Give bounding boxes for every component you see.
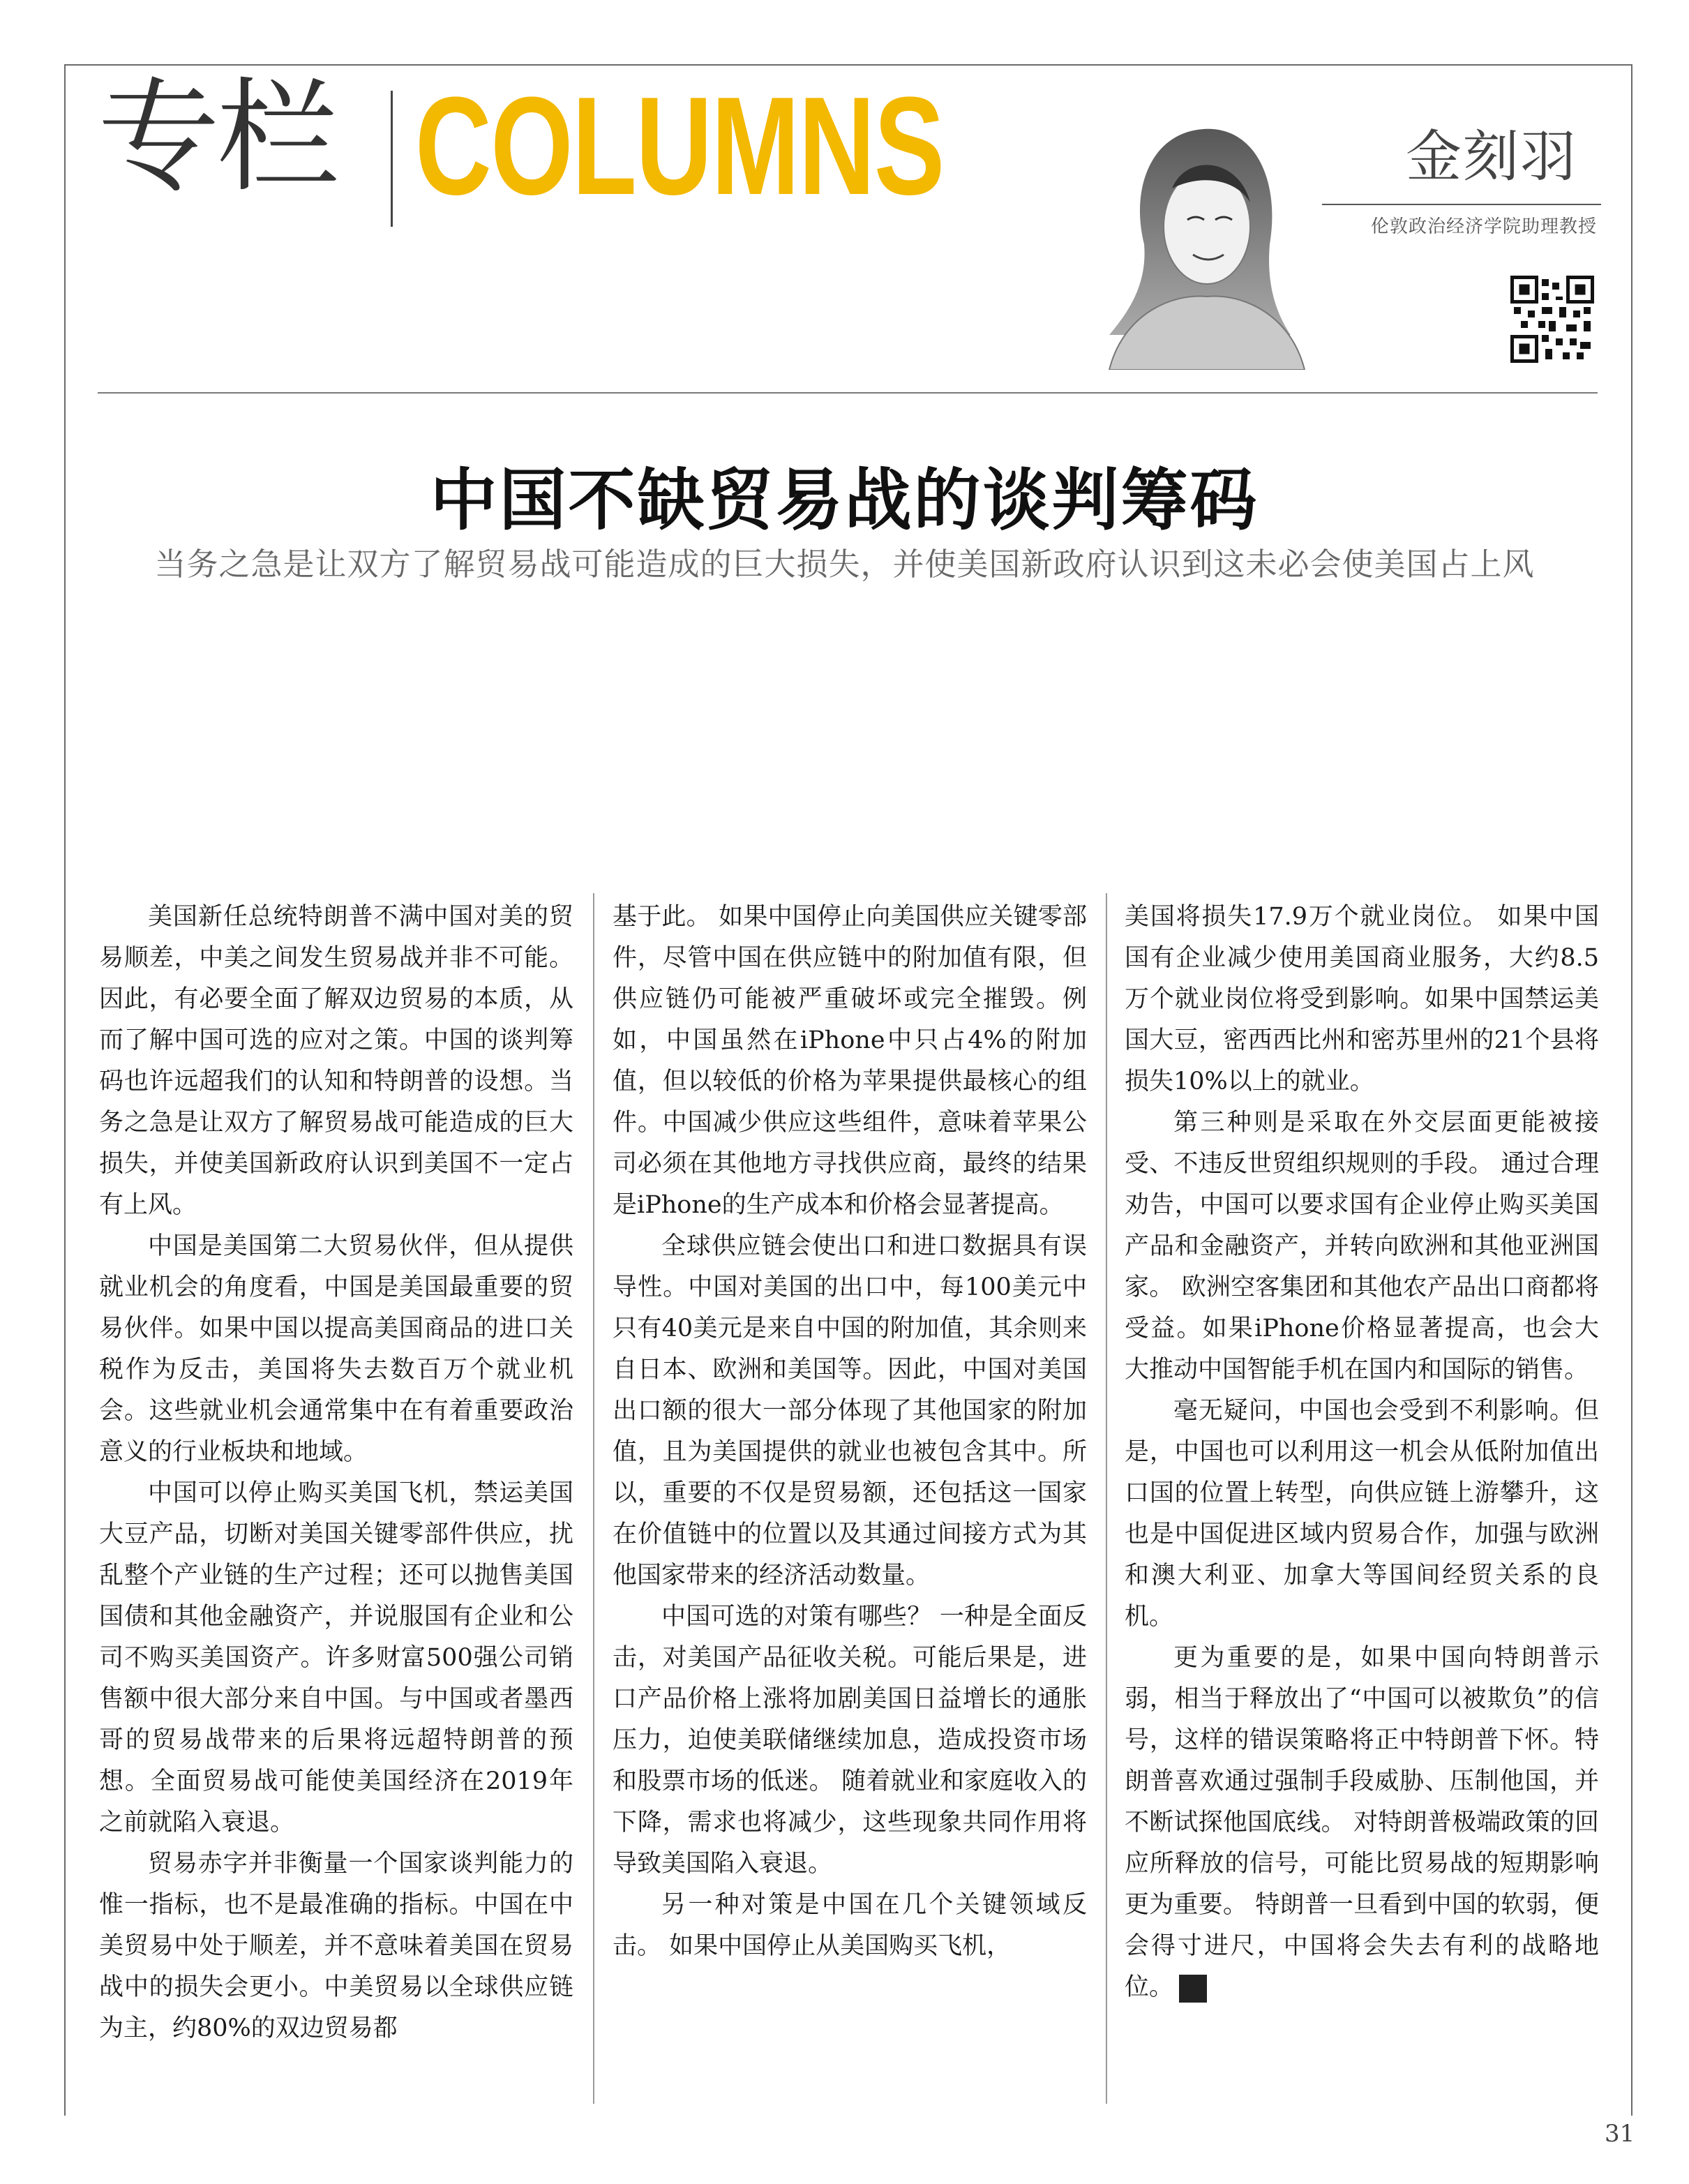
- paragraph: 另一种对策是中国在几个关键领域反击。 如果中国停止从美国购买飞机，: [613, 1891, 1087, 1960]
- page-frame-top: [64, 64, 1632, 66]
- article-column-2: [613, 897, 1087, 1967]
- paragraph: 贸易赤字并非衡量一个国家谈判能力的惟一指标，也不是最准确的指标。中国在中美贸易中处于顺差，并不意味着美国在贸易战中的损失会更小。中美贸易以全球供应链为主，约80%的双边贸易都: [99, 1850, 573, 2042]
- page-frame-left: [64, 64, 66, 2116]
- paragraph: 基于此。 如果中国停止向美国供应关键零部件，尽管中国在供应链中的附加值有限，但供应链仍可能被严重破坏或完全摧毁。例如，中国虽然在iPhone中只占4%的附加值，但以较低的价格为苹果提供最核心的组件。中国减少供应这些组件，意味着苹果公司必须在其他地方寻找供应商，最终的结果是iPhone的生产成本和价格会显著提高。: [613, 903, 1087, 1219]
- column-divider: [1106, 893, 1107, 2104]
- section-title-english: COLUMNS: [415, 68, 944, 224]
- header-divider: [98, 392, 1598, 394]
- qr-code-icon[interactable]: [1510, 276, 1594, 363]
- end-mark-icon: 新: [1179, 1975, 1207, 2003]
- paragraph: 全球供应链会使出口和进口数据具有误导性。中国对美国的出口中，每100美元中只有40美元是来自中国的附加值，其余则来自日本、欧洲和美国等。因此，中国对美国出口额的很大一部分体现了其他国家的附加值，且为美国提供的就业也被包含其中。所以，重要的不仅是贸易额，还包括这一国家在价值链中的位置以及其通过间接方式为其他国家带来的经济活动数量。: [613, 1232, 1087, 1590]
- paragraph: 第三种则是采取在外交层面更能被接受、不违反世贸组织规则的手段。 通过合理劝告，中国可以要求国有企业停止购买美国产品和金融资产，并转向欧洲和其他亚洲国家。 欧洲空客集团和其他农产品出口商都将受益。如果iPhone价格显著提高，也会大大推动中国智能手机在国内和国际的销售。: [1125, 1109, 1599, 1384]
- section-title-chinese: 专栏: [98, 67, 336, 209]
- paragraph: 中国可选的对策有哪些？ 一种是全面反击，对美国产品征收关税。可能后果是，进口产品价格上涨将加剧美国日益增长的通胀压力，迫使美联储继续加息，造成投资市场和股票市场的低迷。 随着就业和家庭收入的下降，需求也将减少，这些现象共同作用将导致美国陷入衰退。: [613, 1603, 1087, 1878]
- paragraph: 美国将损失17.9万个就业岗位。 如果中国国有企业减少使用美国商业服务，大约8.5万个就业岗位将受到影响。如果中国禁运美国大豆，密西西比州和密苏里州的21个县将损失10%以上的就业。: [1125, 903, 1599, 1095]
- page-number: 31: [1605, 2120, 1635, 2148]
- column-divider: [593, 893, 594, 2104]
- article-headline: 中国不缺贸易战的谈判筹码: [430, 461, 1259, 539]
- article-column-3: [1125, 897, 1599, 2008]
- author-name: 金刻羽: [1406, 124, 1577, 189]
- page-frame-right: [1631, 64, 1632, 2116]
- paragraph-text: 更为重要的是，如果中国向特朗普示弱，相当于释放出了“中国可以被欺负”的信号，这样的错误策略将正中特朗普下怀。特朗普喜欢通过强制手段威胁、压制他国，并不断试探他国底线。 对特朗普极端政策的回应所释放的信号，可能比贸易战的短期影响更为重要。 特朗普一旦看到中国的软弱，便会得寸进尺，中国将会失去有利的战略地位。: [1125, 1644, 1599, 2001]
- paragraph: 美国新任总统特朗普不满中国对美的贸易顺差，中美之间发生贸易战并非不可能。因此，有必要全面了解双边贸易的本质，从而了解中国可选的应对之策。中国的谈判筹码也许远超我们的认知和特朗普的设想。当务之急是让双方了解贸易战可能造成的巨大损失，并使美国新政府认识到美国不一定占有上风。: [99, 903, 573, 1219]
- paragraph: 中国可以停止购买美国飞机，禁运美国大豆产品，切断对美国关键零部件供应，扰乱整个产业链的生产过程；还可以抛售美国国债和其他金融资产，并说服国有企业和公司不购买美国资产。许多财富500强公司销售额中很大部分来自中国。与中国或者墨西哥的贸易战带来的后果将远超特朗普的预想。全面贸易战可能使美国经济在2019年之前就陷入衰退。: [99, 1479, 573, 1837]
- paragraph: [1125, 1638, 1599, 2008]
- paragraph: 中国是美国第二大贸易伙伴，但从提供就业机会的角度看，中国是美国最重要的贸易伙伴。如果中国以提高美国商品的进口关税作为反击，美国将失去数百万个就业机会。这些就业机会通常集中在有着重要政治意义的行业板块和地域。: [99, 1232, 573, 1466]
- section-title-divider: [391, 91, 393, 227]
- article-subheadline: 当务之急是让双方了解贸易战可能造成的巨大损失，并使美国新政府认识到这未必会使美国占上风: [154, 546, 1535, 583]
- author-title: 伦敦政治经济学院助理教授: [1370, 216, 1597, 237]
- article-column-1: [99, 897, 573, 2049]
- author-divider: [1322, 204, 1601, 205]
- author-portrait: [1067, 105, 1333, 370]
- paragraph: 毫无疑问，中国也会受到不利影响。但是，中国也可以利用这一机会从低附加值出口国的位置上转型，向供应链上游攀升，这也是中国促进区域内贸易合作，加强与欧洲和澳大利亚、加拿大等国间经贸关系的良机。: [1125, 1397, 1599, 1631]
